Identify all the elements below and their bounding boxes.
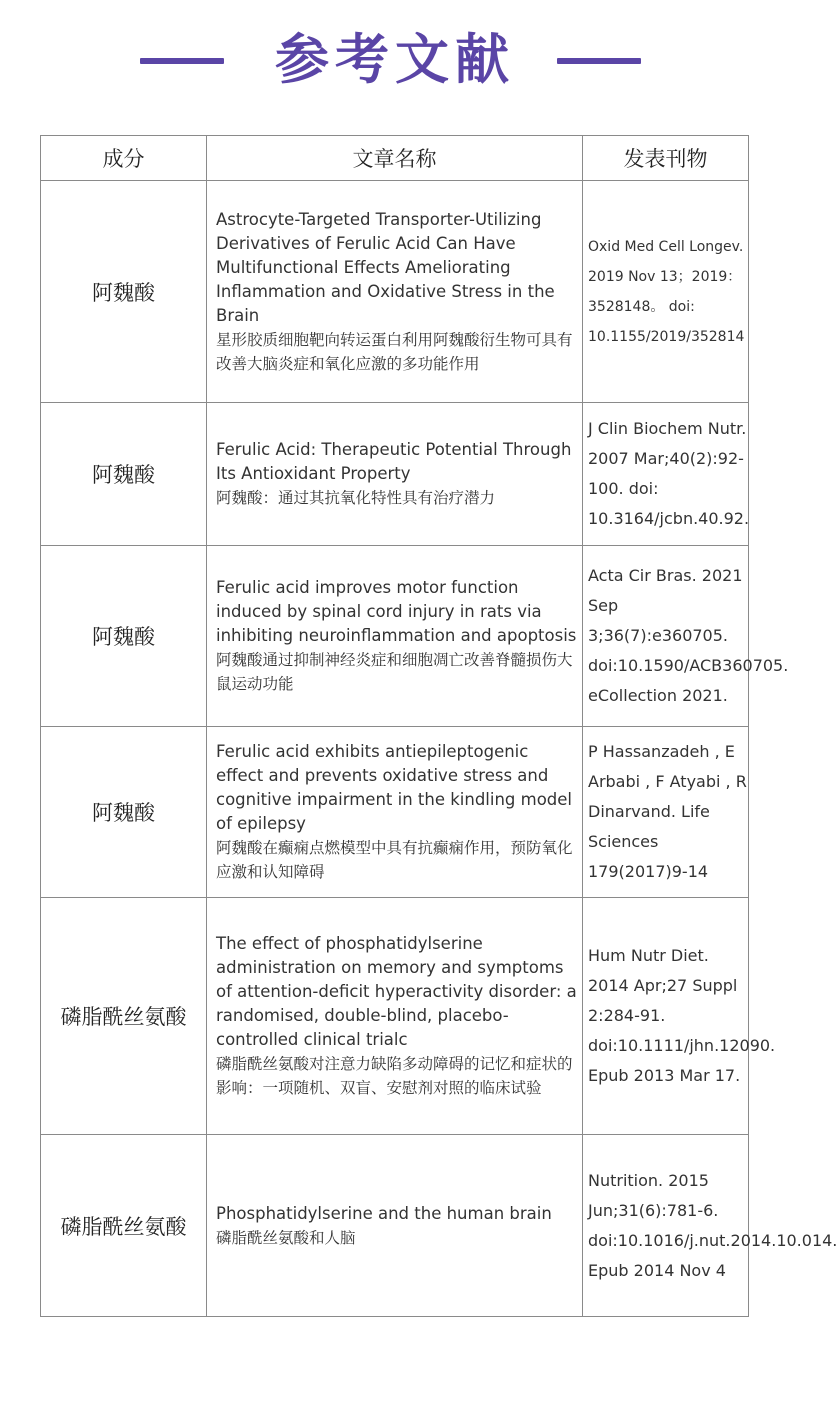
publication-cell: J Clin Biochem Nutr. 2007 Mar;40(2):92-100. doi: 10.3164/jcbn.40.92.	[583, 403, 749, 546]
article-title-english: Ferulic Acid: Therapeutic Potential Through Its Antioxidant Property	[216, 440, 572, 483]
table-row	[41, 403, 749, 546]
ingredient-cell: 磷脂酰丝氨酸	[41, 898, 207, 1135]
article-title-english: The effect of phosphatidylserine administration on memory and symptoms of attention-deficit hyperactivity disorder: a randomised, double-blind, placebo-controlled clinical trialc	[216, 934, 577, 1049]
article-title-cell	[207, 898, 583, 1135]
article-title-english: Ferulic acid exhibits antiepileptogenic effect and prevents oxidative stress and cognitive impairment in the kindling model of epilepsy	[216, 742, 573, 833]
article-title-cell	[207, 546, 583, 727]
publication-cell: P Hassanzadeh , E Arbabi , F Atyabi , R Dinarvand. Life Sciences 179(2017)9-14	[583, 727, 749, 898]
ingredient-cell: 阿魏酸	[41, 403, 207, 546]
article-title-cell	[207, 1135, 583, 1317]
page-header	[0, 0, 790, 120]
article-title-cell	[207, 727, 583, 898]
table-header-row	[41, 136, 749, 181]
ingredient-cell: 阿魏酸	[41, 546, 207, 727]
article-title-english: Ferulic acid improves motor function induced by spinal cord injury in rats via inhibiting neuroinflammation and apoptosis	[216, 578, 577, 645]
column-header-ingredient: 成分	[41, 136, 207, 181]
column-header-article-title: 文章名称	[207, 136, 583, 181]
publication-cell: Hum Nutr Diet. 2014 Apr;27 Suppl 2:284-91. doi:10.1111/jhn.12090. Epub 2013 Mar 17.	[583, 898, 749, 1135]
ingredient-cell: 阿魏酸	[41, 727, 207, 898]
article-title-chinese: 阿魏酸在癫痫点燃模型中具有抗癫痫作用，预防氧化应激和认知障碍	[216, 839, 573, 881]
table-row	[41, 727, 749, 898]
publication-cell: Nutrition. 2015 Jun;31(6):781-6. doi:10.1016/j.nut.2014.10.014. Epub 2014 Nov 4	[583, 1135, 749, 1317]
article-title-cell	[207, 181, 583, 403]
article-title-english: Astrocyte-Targeted Transporter-Utilizing Derivatives of Ferulic Acid Can Have Multifunctional Effects Ameliorating Inflammation and Oxidative Stress in the Brain	[216, 209, 555, 325]
article-title-chinese: 磷脂酰丝氨酸对注意力缺陷多动障碍的记忆和症状的影响：一项随机、双盲、安慰剂对照的临床试验	[216, 1055, 573, 1097]
page-title: 参考文献	[275, 28, 515, 91]
publication-cell: Oxid Med Cell Longev. 2019 Nov 13；2019：3528148。 doi: 10.1155/2019/352814	[583, 181, 749, 403]
article-title-chinese: 阿魏酸：通过其抗氧化特性具有治疗潜力	[216, 489, 496, 507]
article-title-chinese: 阿魏酸通过抑制神经炎症和细胞凋亡改善脊髓损伤大鼠运动功能	[216, 651, 573, 693]
publication-cell: Acta Cir Bras. 2021 Sep 3;36(7):e360705. doi:10.1590/ACB360705. eCollection 2021.	[583, 546, 749, 727]
title-right-decoration	[557, 58, 641, 64]
table-row	[41, 181, 749, 403]
article-title-chinese: 星形胶质细胞靶向转运蛋白利用阿魏酸衍生物可具有改善大脑炎症和氧化应激的多功能作用	[216, 330, 573, 373]
ingredient-cell: 阿魏酸	[41, 181, 207, 403]
table-row	[41, 546, 749, 727]
column-header-publication: 发表刊物	[583, 136, 749, 181]
table-row	[41, 898, 749, 1135]
table-row	[41, 1135, 749, 1317]
references-table	[40, 135, 837, 1317]
ingredient-cell: 磷脂酰丝氨酸	[41, 1135, 207, 1317]
article-title-english: Phosphatidylserine and the human brain	[216, 1203, 552, 1223]
article-title-cell	[207, 403, 583, 546]
article-title-chinese: 磷脂酰丝氨酸和人脑	[216, 1228, 356, 1247]
